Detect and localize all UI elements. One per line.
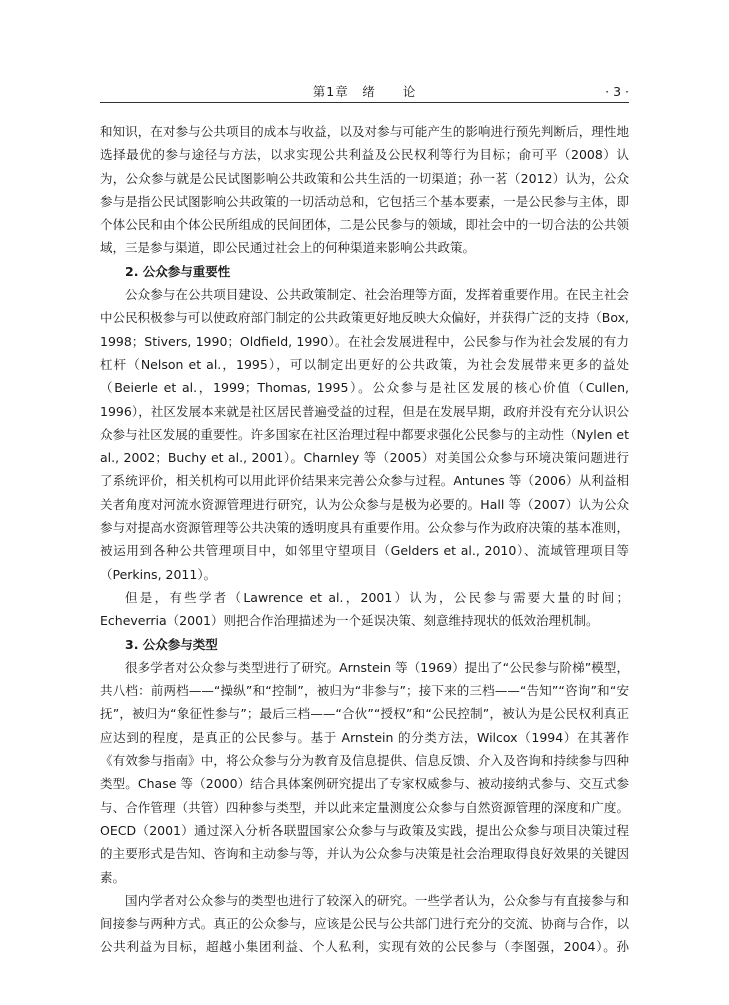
paragraph: 国内学者对公众参与的类型也进行了较深入的研究。一些学者认为，公众参与有直接参与和间接参与两种方式。真正的公众参与，应该是公民与公共部门进行充分的交流、协商与合作，以公共利益为目标，超越小集团利益、个人私利，实现有效的公民参与（李图强，2004）。孙 [100,892,629,955]
paragraph: 公众参与在公共项目建设、公共政策制定、社会治理等方面，发挥着重要作用。在民主社会中公民积极参与可以使政府部门制定的公共政策更好地反映大众偏好，并获得广泛的支持（Box, 1998；Stivers, 1990；Oldfield, 1990）。在社会发展进程中，公民参与作为社会发展的有力杠杆（Nelson et al.，1995），可以制定出更好的公共政策，为社会发展带来更多的益处（Beierle et al.，1999；Thomas, 1995）。公众参与是社区发展的核心价值（Cullen, 1996），社区发展本来就是社区居民普遍受益的过程，但是在发展早期，政府并没有充分认识公众参与社区发展的重要性。许多国家在社区治理过程中都要求强化公民参与的主动性（Nylen et al., 2002；Buchy et al., 2001）。Charnley 等（2005）对美国公众参与环境决策问题进行了系统评价，相关机构可以用此评价结果来完善公众参与过程。Antunes 等（2006）从利益相关者角度对河流水资源管理进行研究，认为公众参与是极为必要的。Hall 等（2007）认为公众参与对提高水资源管理等公共决策的透明度具有重要作用。公众参与作为政府决策的基本准则，被运用到各种公共管理项目中，如邻里守望项目（Gelders et al., 2010）、流域管理项目等（Perkins, 2011）。 [100,287,629,582]
paragraph: 很多学者对公众参与类型进行了研究。Arnstein 等（1969）提出了“公民参与阶梯”模型，共八档：前两档——“操纵”和“控制”，被归为“非参与”；接下来的三档——“告知”“咨询”和“安抚”，被归为“象征性参与”；最后三档——“合伙”“授权”和“公民控制”，被认为是公民权利真正应达到的程度，是真正的公民参与。基于 Arnstein 的分类方法，Wilcox（1994）在其著作《有效参与指南》中，将公众参与分为教育及信息提供、信息反馈、介入及咨询和持续参与四种类型。Chase 等（2000）结合具体案例研究提出了专家权威参与、被动接纳式参与、交互式参与、合作管理（共管）四种参与类型，并以此来定量测度公众参与自然资源管理的深度和广度。OECD（2001）通过深入分析各联盟国家公众参与与政策及实践，提出公众参与项目决策过程的主要形式是告知、咨询和主动参与等，并认为公众参与决策是社会治理取得良好效果的关键因素。 [100,659,629,885]
running-head [100,83,629,101]
chapter-title: 第1章 绪 论 [312,84,417,99]
paragraph: 和知识，在对参与公共项目的成本与收益，以及对参与可能产生的影响进行预先判断后，理性地选择最优的参与途径与方法，以求实现公共利益及公民权利等行为目标；俞可平（2008）认为，公众参与就是公民试图影响公共政策和公共生活的一切渠道；孙一茗（2012）认为，公众参与是指公民试图影响公共政策的一切活动总和，它包括三个基本要素，一是公民参与主体，即个体公民和由个体公民所组成的民间团体，二是公民参与的领域，即社会中的一切合法的公共领域，三是参与渠道，即公民通过社会上的何种渠道来影响公共政策。 [100,124,629,256]
section-heading: 3. 公众参与类型 [125,636,218,652]
page-number: · 3 · [605,84,629,99]
section-heading: 2. 公众参与重要性 [125,263,231,279]
header-rule [100,102,629,103]
paragraph: 但是，有些学者（Lawrence et al.，2001）认为，公民参与需要大量的时间；Echeverria（2001）则把合作治理描述为一个延误决策、刻意维持现状的低效治理机制。 [100,589,629,629]
body-text [100,120,629,959]
